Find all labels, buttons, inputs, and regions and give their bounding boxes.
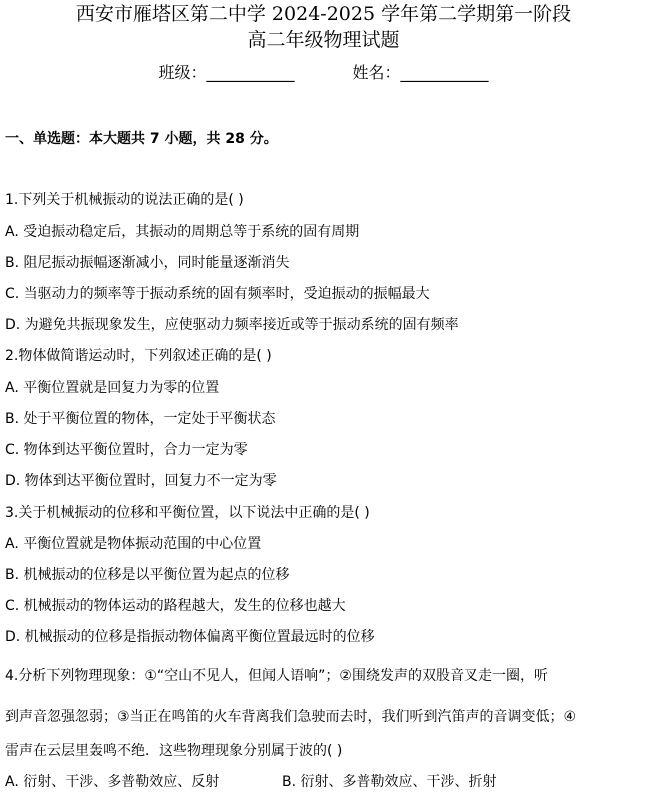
question-1-option-a: A. 受迫振动稳定后，其振动的周期总等于系统的固有周期 [5, 224, 360, 240]
name-label: 姓名： [352, 63, 401, 82]
question-1-option-d: D. 为避免共振现象发生，应使驱动力频率接近或等于振动系统的固有频率 [5, 317, 459, 333]
question-4-option-a: A. 衍射、干涉、多普勒效应、反射 [5, 774, 220, 790]
question-3-stem: 3.关于机械振动的位移和平衡位置，以下说法中正确的是( ) [5, 505, 370, 521]
name-blank: ___________ [400, 63, 489, 82]
question-2-option-a: A. 平衡位置就是回复力为零的位置 [5, 380, 220, 396]
question-2-option-d: D. 物体到达平衡位置时，回复力不一定为零 [5, 473, 277, 489]
class-label: 班级： [158, 63, 207, 82]
question-1-option-c: C. 当驱动力的频率等于振动系统的固有频率时，受迫振动的振幅最大 [5, 286, 430, 302]
question-1-stem: 1.下列关于机械振动的说法正确的是( ) [5, 192, 244, 208]
question-2-option-b: B. 处于平衡位置的物体，一定处于平衡状态 [5, 411, 276, 427]
question-1-option-b: B. 阻尼振动振幅逐渐减小，同时能量逐渐消失 [5, 255, 290, 271]
section-heading: 一、单选题：本大题共 7 小题，共 28 分。 [5, 131, 278, 147]
question-4-stem-line-1: 4.分析下列物理现象：①“空山不见人，但闻人语响”；②围绕发声的双股音叉走一圈，听 [5, 668, 548, 684]
question-4-stem-line-2: 到声音忽强忽弱；③当正在鸣笛的火车背离我们急驶而去时，我们听到汽笛声的音调变低；④ [5, 709, 577, 725]
question-3-option-c: C. 机械振动的物体运动的路程越大，发生的位移也越大 [5, 598, 346, 614]
class-blank: ___________ [206, 63, 295, 82]
question-3-option-a: A. 平衡位置就是物体振动范围的中心位置 [5, 536, 262, 552]
student-info [0, 62, 647, 84]
question-4-option-b: B. 衍射、多普勒效应、干涉、折射 [282, 774, 497, 790]
question-2-stem: 2.物体做简谐运动时，下列叙述正确的是( ) [5, 348, 272, 364]
question-3-option-b: B. 机械振动的位移是以平衡位置为起点的位移 [5, 567, 290, 583]
question-4-stem-line-3: 雷声在云层里轰鸣不绝．这些物理现象分别属于波的( ) [5, 743, 343, 759]
question-3-option-d: D. 机械振动的位移是指振动物体偏离平衡位置最远时的位移 [5, 629, 375, 645]
exam-subtitle: 高二年级物理试题 [247, 29, 400, 51]
question-2-option-c: C. 物体到达平衡位置时，合力一定为零 [5, 442, 248, 458]
exam-title: 西安市雁塔区第二中学 2024-2025 学年第二学期第一阶段 [75, 3, 572, 25]
